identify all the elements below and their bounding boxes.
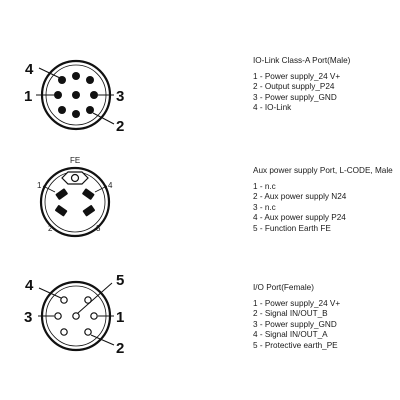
pin-description: 5 - Function Earth FE bbox=[253, 223, 331, 233]
pin-label: 2 bbox=[116, 118, 125, 135]
aux-power-description bbox=[253, 166, 393, 235]
connector-title: Aux power supply Port, L-CODE, Male bbox=[253, 166, 393, 175]
connector-title: I/O Port(Female) bbox=[253, 283, 314, 292]
pin-3 bbox=[55, 313, 61, 319]
aux-power-connector bbox=[37, 156, 113, 236]
pin-description: 3 - Power supply_GND bbox=[253, 92, 337, 102]
pin-description: 4 - IO-Link bbox=[253, 103, 292, 113]
pin-2 bbox=[86, 106, 94, 114]
pin-1 bbox=[54, 91, 62, 99]
pin-description: 1 - Power supply_24 V+ bbox=[253, 298, 341, 308]
pin-center bbox=[72, 91, 80, 99]
pin-description: 1 - Power supply_24 V+ bbox=[253, 71, 341, 81]
pin bbox=[72, 72, 80, 80]
pin-label: FE bbox=[70, 156, 81, 165]
pin-description: 2 - Output supply_P24 bbox=[253, 82, 335, 92]
pin-label: 3 bbox=[116, 88, 125, 105]
pin-label: 2 bbox=[48, 224, 53, 233]
pin-label: 3 bbox=[96, 224, 101, 233]
pin-description: 2 - Aux power supply N24 bbox=[253, 192, 347, 202]
io-link-connector bbox=[24, 61, 124, 135]
pin-label: 2 bbox=[116, 340, 125, 357]
pin bbox=[58, 106, 66, 114]
pin-fe bbox=[72, 175, 79, 182]
pin-label: 4 bbox=[25, 61, 34, 78]
pin-description: 5 - Protective earth_PE bbox=[253, 340, 338, 350]
connector-title: IO-Link Class-A Port(Male) bbox=[253, 56, 351, 65]
io-port-connector bbox=[24, 272, 124, 357]
pin-label: 4 bbox=[108, 181, 113, 190]
pin bbox=[72, 110, 80, 118]
pin-2 bbox=[85, 329, 91, 335]
pin-description: 3 - Power supply_GND bbox=[253, 319, 337, 329]
pin-1 bbox=[91, 313, 97, 319]
pin-label: 3 bbox=[24, 309, 33, 326]
pin-4 bbox=[61, 297, 67, 303]
pin-description: 4 - Signal IN/OUT_A bbox=[253, 330, 328, 340]
pin bbox=[86, 76, 94, 84]
io-link-description bbox=[253, 56, 350, 114]
pin-label: 1 bbox=[24, 88, 33, 105]
pin-label: 1 bbox=[116, 309, 125, 326]
io-port-description bbox=[253, 283, 340, 352]
pin-3 bbox=[90, 91, 98, 99]
pin-label: 1 bbox=[37, 181, 42, 190]
pin-description: 1 - n.c bbox=[253, 181, 276, 191]
pin bbox=[61, 329, 67, 335]
pin-label: 4 bbox=[25, 277, 34, 294]
pin-5 bbox=[73, 313, 79, 319]
pin-description: 3 - n.c bbox=[253, 202, 276, 212]
pin-description: 2 - Signal IN/OUT_B bbox=[253, 309, 328, 319]
pin-label: 5 bbox=[116, 272, 125, 289]
pin-description: 4 - Aux power supply P24 bbox=[253, 213, 346, 223]
